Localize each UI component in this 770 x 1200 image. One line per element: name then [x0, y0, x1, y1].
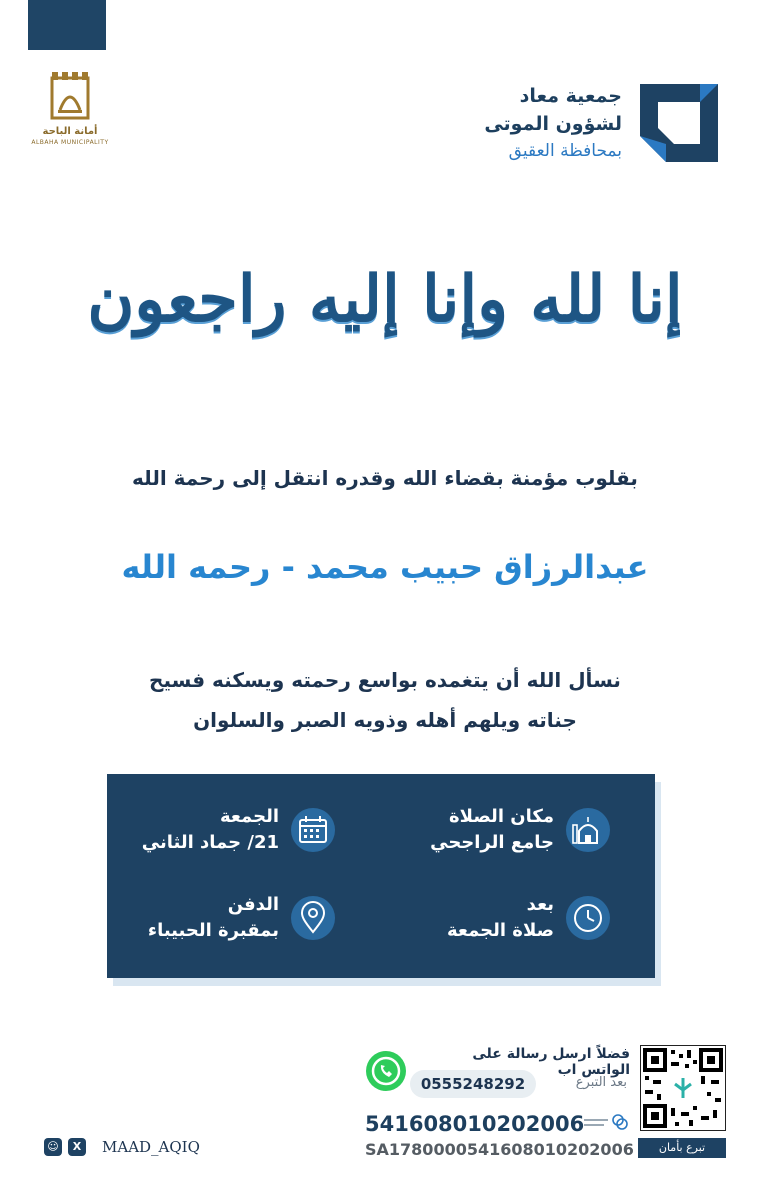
social-links	[44, 1138, 200, 1156]
after-donation-label: بعد التبرع	[575, 1075, 627, 1090]
location-pin-icon	[291, 896, 335, 940]
clock-icon	[566, 896, 610, 940]
prayer-place-item	[430, 804, 610, 856]
municipality-logo	[28, 70, 112, 146]
qr-label: تبرع بأمان	[638, 1138, 726, 1158]
x-twitter-icon[interactable]: X	[68, 1138, 86, 1156]
funeral-info-panel	[107, 774, 655, 978]
association-name	[484, 82, 622, 164]
association-line1: جمعية معاد	[519, 85, 622, 107]
top-tab	[28, 0, 106, 50]
prayer-text	[80, 660, 690, 740]
burial-value: بمقبرة الحبيباء	[147, 920, 279, 941]
bank-logo-icon	[582, 1113, 628, 1131]
calendar-icon	[291, 808, 335, 852]
prayer-place-value: جامع الراجحي	[430, 832, 554, 853]
date-item	[142, 804, 335, 856]
burial-item	[148, 892, 335, 944]
association-line2: لشؤون الموتى	[484, 113, 622, 135]
calligraphy-verse: إنا لله وإنا إليه راجعون	[87, 262, 683, 337]
time-label: بعد	[526, 894, 554, 915]
municipality-name-ar: أمانة الباحة	[42, 126, 98, 137]
time-value: صلاة الجمعة	[447, 920, 554, 941]
qr-code[interactable]	[640, 1045, 726, 1131]
iban-number: SA1780000541608010202006	[365, 1140, 634, 1159]
prayer-place-label: مكان الصلاة	[449, 806, 554, 827]
snapchat-icon[interactable]: ☺	[44, 1138, 62, 1156]
date-label: الجمعة	[219, 806, 279, 827]
whatsapp-icon[interactable]	[364, 1049, 408, 1093]
burial-label: الدفن	[227, 894, 279, 915]
municipality-name-en: ALBAHA MUNICIPALITY	[31, 139, 109, 146]
association-logo	[484, 80, 722, 166]
date-value: 21/ جماد الثاني	[141, 832, 279, 853]
prayer-line-2: جناته ويلهم أهله وذويه الصبر والسلوان	[193, 708, 577, 732]
whatsapp-message-text: فضلاً ارسل رسالة على الواتس اب	[472, 1046, 630, 1078]
bank-account-number: 541608010202006	[365, 1112, 585, 1136]
whatsapp-phone[interactable]: 0555248292	[410, 1070, 536, 1098]
social-handle: MAAD_AQIQ	[102, 1138, 200, 1156]
deceased-name: عبدالرزاق حبيب محمد - رحمه الله	[121, 548, 649, 586]
mosque-icon	[566, 808, 610, 852]
castle-icon	[48, 70, 92, 120]
prayer-line-1: نسأل الله أن يتغمده بواسع رحمته ويسكنه فسيح	[149, 668, 621, 692]
time-item	[447, 892, 610, 944]
intro-text: بقلوب مؤمنة بقضاء الله وقدره انتقل إلى رحمة الله	[132, 466, 638, 490]
association-line3: بمحافظة العقيق	[508, 141, 622, 161]
association-mark-icon	[636, 80, 722, 166]
